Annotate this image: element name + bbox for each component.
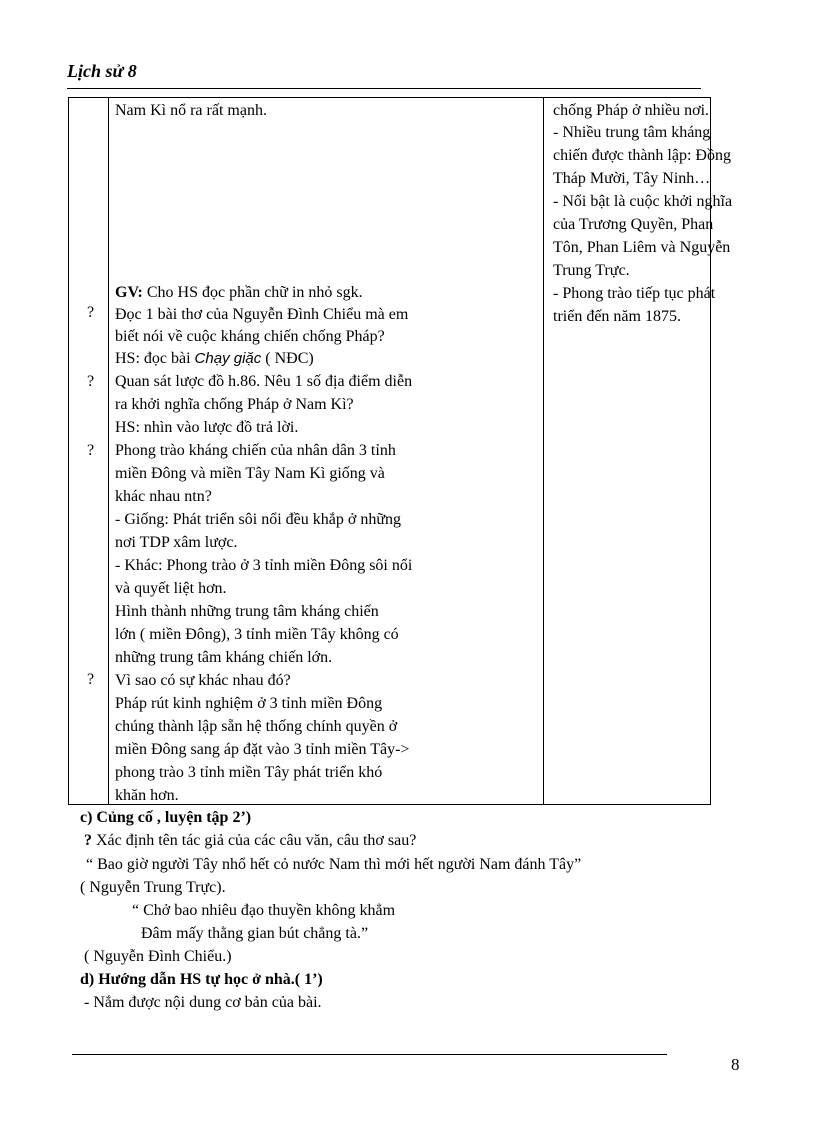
question-mark: ?: [87, 442, 95, 459]
question-line: Đọc 1 bài thơ của Nguyễn Đình Chiểu mà em: [115, 306, 409, 323]
answer-line: - Khác: Phong trào ở 3 tỉnh miền Đông sôi nổi: [115, 557, 413, 574]
page-header: [67, 58, 701, 89]
note-line: Tháp Mười, Tây Ninh…: [553, 170, 711, 187]
question-line: biết nói về cuộc kháng chiến chống Pháp?: [115, 328, 385, 345]
note-line: của Trương Quyền, Phan: [553, 216, 714, 233]
answer-prefix: HS: đọc bài: [115, 350, 195, 367]
answer-line: lớn ( miền Đông), 3 tỉnh miền Tây không có: [115, 626, 399, 643]
answer-line: nơi TDP xâm lược.: [115, 534, 238, 551]
homework-item: - Nắm được nội dung cơ bản của bài.: [84, 994, 322, 1011]
lesson-table: [68, 97, 733, 805]
consolidation-question: [84, 830, 416, 852]
poem-author: ( Nguyễn Đình Chiểu.): [84, 948, 232, 965]
teaching-activity-column: [109, 98, 544, 804]
answer-line: phong trào 3 tỉnh miền Tây phát triển khó: [115, 764, 383, 781]
footer-divider: [72, 1054, 667, 1055]
note-line: triển đến năm 1875.: [553, 308, 681, 325]
question-line: Phong trào kháng chiến của nhân dân 3 tỉnh: [115, 442, 396, 459]
answer-line: - Giống: Phát triển sôi nổi đều khắp ở những: [115, 511, 401, 528]
note-line: Trung Trực.: [553, 262, 630, 279]
answer-line: và quyết liệt hơn.: [115, 580, 227, 597]
quote-line: “ Bao giờ người Tây nhổ hết cỏ nước Nam thì mới hết người Nam đánh Tây”: [86, 856, 582, 873]
gv-label: GV:: [115, 284, 143, 301]
teacher-instruction: [115, 282, 535, 304]
poem-line: Đâm mấy thằng gian bút chẳng tà.”: [141, 925, 369, 942]
answer-line: miền Đông sang áp đặt vào 3 tỉnh miền Tây->: [115, 741, 410, 758]
answer-line: chúng thành lập sẵn hệ thống chính quyền ở: [115, 718, 398, 735]
note-line: chiến được thành lập: Đồng: [553, 147, 731, 164]
question-line: Quan sát lược đồ h.86. Nêu 1 số địa điểm diễn: [115, 373, 413, 390]
question-mark: ?: [87, 373, 95, 390]
question-mark: ?: [87, 671, 95, 688]
intro-line: Nam Kì nổ ra rất mạnh.: [115, 102, 267, 119]
poem-line: “ Chở bao nhiêu đạo thuyền không khẳm: [132, 902, 396, 919]
gv-text: Cho HS đọc phần chữ in nhỏ sgk.: [142, 284, 363, 301]
consolidation-heading: c) Củng cố , luyện tập 2’): [80, 809, 252, 826]
answer-line: Pháp rút kinh nghiệm ở 3 tỉnh miền Đông: [115, 695, 383, 712]
subject-title: Lịch sử 8: [67, 61, 137, 81]
question-line: khác nhau ntn?: [115, 488, 212, 505]
note-line: Tôn, Phan Liêm và Nguyễn: [553, 239, 731, 256]
question-line: miền Đông và miền Tây Nam Kì giống và: [115, 465, 385, 482]
question-mark-column: [69, 98, 109, 804]
question-line: ra khởi nghĩa chống Pháp ở Nam Kì?: [115, 396, 354, 413]
answer-line: những trung tâm kháng chiến lớn.: [115, 649, 333, 666]
note-line: - Nhiều trung tâm kháng: [553, 124, 711, 141]
homework-heading: d) Hướng dẫn HS tự học ở nhà.( 1’): [80, 971, 323, 988]
answer-line: khăn hơn.: [115, 787, 179, 804]
question-mark: ?: [84, 832, 92, 849]
content-notes-column: [544, 98, 733, 804]
poem-title: Chạy giặc: [194, 350, 262, 367]
answer-suffix: ( NĐC): [261, 350, 314, 367]
quote-author: ( Nguyễn Trung Trực).: [80, 879, 226, 896]
answer-line: Hình thành những trung tâm kháng chiến: [115, 603, 379, 620]
question-mark: ?: [87, 304, 95, 321]
note-line: chống Pháp ở nhiều nơi.: [553, 102, 710, 119]
question-line: Vì sao có sự khác nhau đó?: [115, 672, 291, 689]
page-number: 8: [731, 1055, 740, 1074]
note-line: - Phong trào tiếp tục phát: [553, 285, 716, 302]
answer-line: [115, 348, 535, 370]
answer-line: HS: nhìn vào lược đồ trả lời.: [115, 419, 299, 436]
question-text: Xác định tên tác giả của các câu văn, câu thơ sau?: [92, 832, 417, 849]
note-line: - Nổi bật là cuộc khởi nghĩa: [553, 193, 733, 210]
